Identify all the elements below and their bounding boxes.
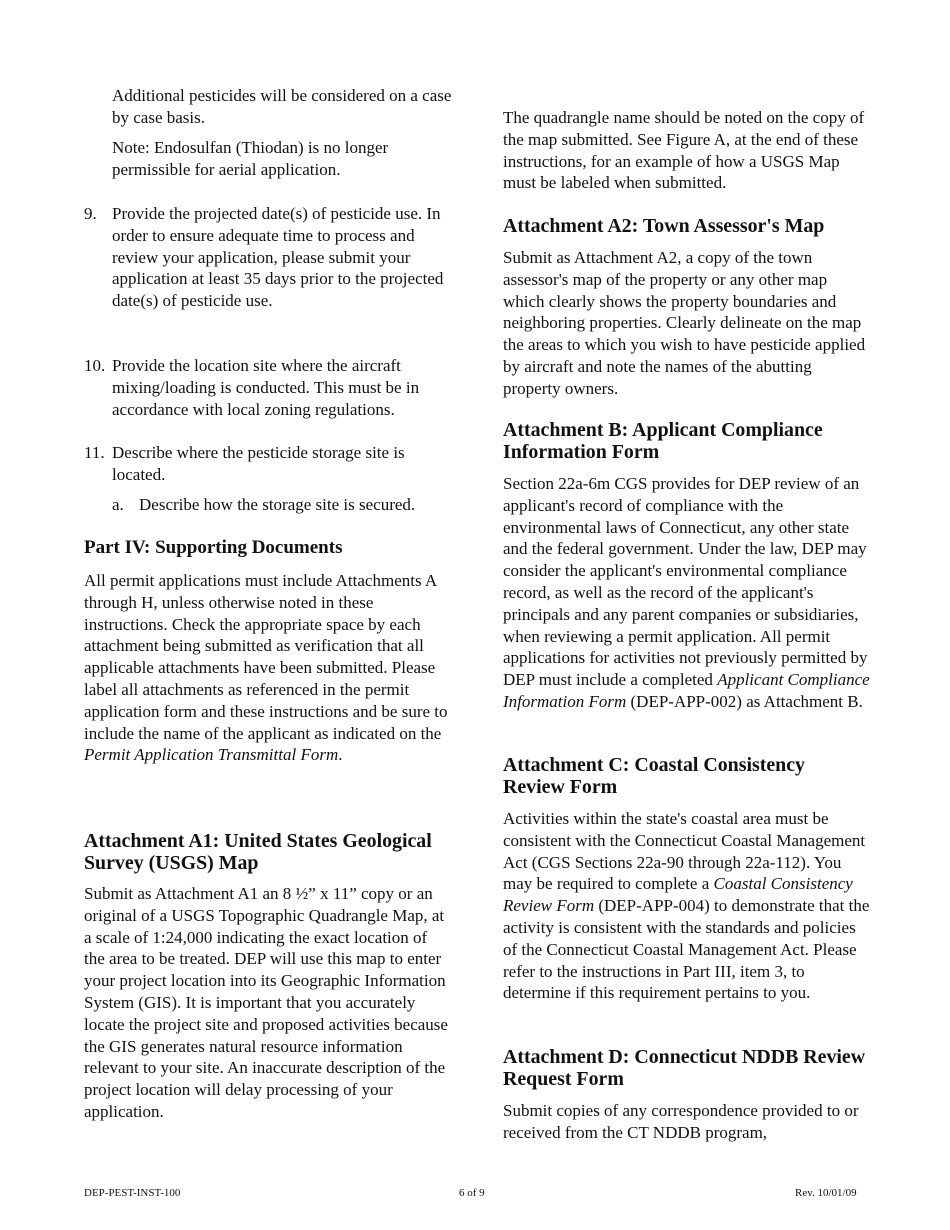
text: Activities within the state's coastal area must be consistent with the Connecticut Coastal Management Act (CGS Sections 22a-90 through 22a-112). You may be required to complete a [503,809,866,894]
list-letter: a. [112,495,124,514]
footer-revision: Rev. 10/01/09 [795,1187,857,1199]
paragraph-supporting-documents [84,570,449,766]
paragraph-attachment-c [503,808,871,1004]
list-number: 9. [84,204,97,223]
paragraph-endosulfan-note: Note: Endosulfan (Thiodan) is no longer permissible for aerial application. [112,138,389,179]
form-title: Coastal Consistency Review Form [503,874,853,916]
list-number: 10. [84,356,106,375]
list-text: Provide the projected date(s) of pesticide use. In order to ensure adequate time to process and review your application, please submit your application at least 35 days prior to the projected date(s) of pesticide use. [112,204,444,311]
list-number: 11. [84,443,105,462]
paragraph-attachment-a1: Submit as Attachment A1 an 8 ½” x 11” copy or an original of a USGS Topographic Quadrangle Map, at a scale of 1:24,000 indicating the exact location of the area to be treated. DEP will use this map to enter your project location into its Geographic Information System (GIS). It is important that you accurately locate the project site and proposed activities because the GIS generates natural resource information relevant to your site. An inaccurate description of the project location will delay processing of your application. [84,884,448,1121]
text: (DEP-APP-002) as Attachment B. [626,691,863,711]
paragraph-attachment-d: Submit copies of any correspondence provided to or received from the CT NDDB program, [503,1101,859,1142]
text: Section 22a-6m CGS provides for DEP review of an applicant's record of compliance with the environmental laws of Connecticut, any other state and the federal government. Under the law, DEP may consider the applicant's environmental compliance record, as well as the record of the applicant's principals and any parent companies or subsidiaries, when reviewing a permit application. All permit applications for activities not previously permitted by DEP must include a completed [503,474,868,690]
paragraph-quadrangle: The quadrangle name should be noted on the copy of the map submitted. See Figure A, at the end of these instructions, for an example of how a USGS Map must be labeled when submitted. [503,108,865,193]
text: . [338,745,343,765]
heading-attachment-c: Attachment C: Coastal Consistency Review Form [503,754,805,798]
section-heading-part-iv: Part IV: Supporting Documents [84,537,343,558]
heading-attachment-d: Attachment D: Connecticut NDDB Review Request Form [503,1046,866,1090]
list-text: Describe how the storage site is secured. [139,495,416,514]
heading-attachment-b: Attachment B: Applicant Compliance Information Form [503,419,823,463]
text: All permit applications must include Attachments A through H, unless otherwise noted in these instructions. Check the appropriate space by each attachment being submitted as verification that all applicable attachments have been submitted. Please label all attachments as referenced in the permit application form and these instructions and be sure to include the name of the applicant as indicated on the [84,571,448,743]
heading-attachment-a2: Attachment A2: Town Assessor's Map [503,215,825,237]
form-title: Applicant Compliance Information Form [503,670,870,711]
paragraph-attachment-b [503,473,871,713]
text: (DEP-APP-004) to demonstrate that the activity is consistent with the standards and policies of the Connecticut Coastal Management Act. Please refer to the instructions in Part III, item 3, to determine if this requirement pertains to you. [503,896,870,1003]
list-text: Provide the location site where the aircraft mixing/loading is conducted. This must be in accordance with local zoning regulations. [112,356,420,419]
list-text: Describe where the pesticide storage site is located. [112,443,405,484]
heading-attachment-a1: Attachment A1: United States Geological Survey (USGS) Map [84,830,432,874]
form-title: Permit Application Transmittal Form [84,745,339,765]
footer-doc-id: DEP-PEST-INST-100 [84,1187,181,1199]
paragraph-attachment-a2: Submit as Attachment A2, a copy of the town assessor's map of the property or any other map which clearly shows the property boundaries and neighboring properties. Clearly delineate on the map the areas to which you wish to have pesticide applied by aircraft and note the names of the abutting property owners. [503,248,866,398]
paragraph-additional-pesticides: Additional pesticides will be considered on a case by case basis. [112,86,452,127]
footer-page-number: 6 of 9 [459,1187,485,1199]
